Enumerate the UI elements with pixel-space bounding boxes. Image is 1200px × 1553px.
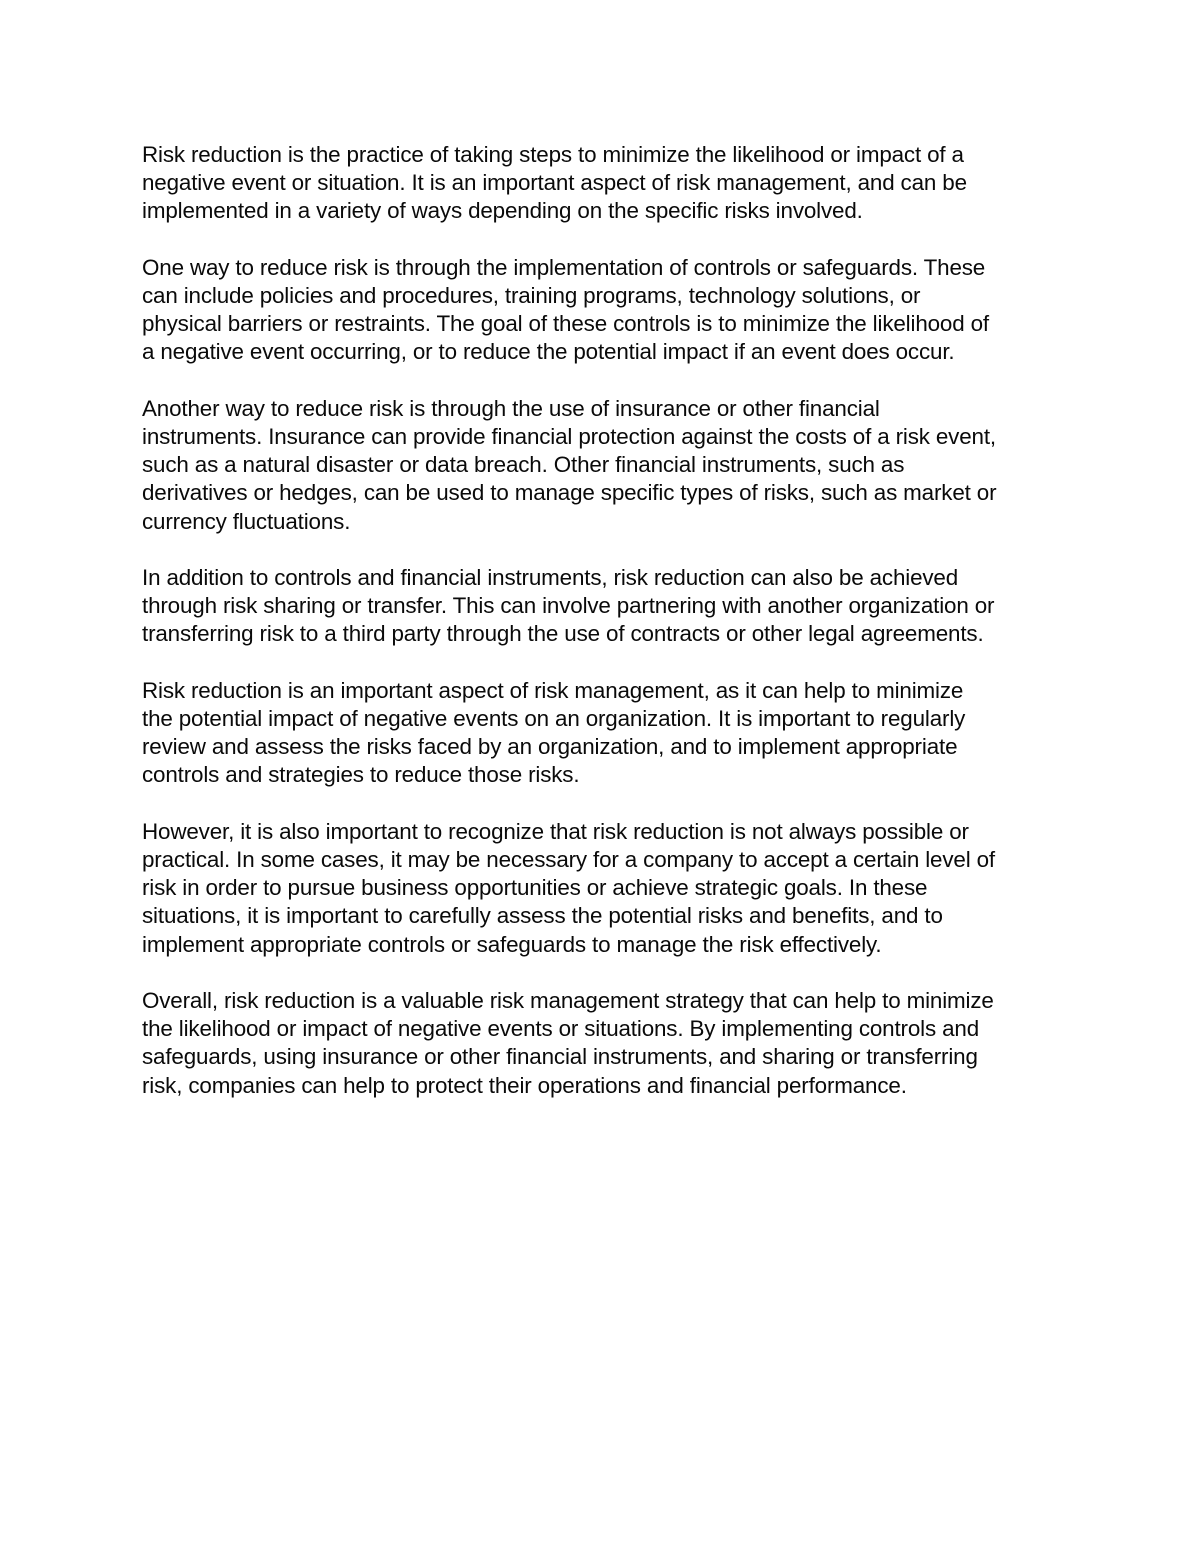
paragraph-6: However, it is also important to recognize that risk reduction is not always possible or practical. In some cases, it may be necessary for a company to accept a certain level of risk in order to pursue business opportunities or achieve strategic goals. In these situations, it is important to carefully assess the potential risks and benefits, and to implement appropriate controls or safeguards to manage the risk effectively. bbox=[142, 818, 995, 957]
document-body bbox=[142, 141, 1062, 1128]
paragraph-5: Risk reduction is an important aspect of risk management, as it can help to minimize the potential impact of negative events on an organization. It is important to regularly review and assess the risks faced by an organization, and to implement appropriate controls and strategies to reduce those risks. bbox=[142, 677, 966, 788]
paragraph-4: In addition to controls and financial instruments, risk reduction can also be achieved through risk sharing or transfer. This can involve partnering with another organization or transferring risk to a third party through the use of contracts or other legal agreements. bbox=[142, 565, 995, 647]
paragraph-2: One way to reduce risk is through the implementation of controls or safeguards. These can include policies and procedures, training programs, technology solutions, or physical barriers or restraints. The goal of these controls is to minimize the likelihood of a negative event occurring, or to reduce the potential impact if an event does occur. bbox=[142, 254, 989, 365]
paragraph-3: Another way to reduce risk is through the use of insurance or other financial instruments. Insurance can provide financial protection against the costs of a risk event, such as a natural disaster or data breach. Other financial instruments, such as derivatives or hedges, can be used to manage specific types of risks, such as market or currency fluctuations. bbox=[142, 395, 997, 534]
paragraph-1: Risk reduction is the practice of taking steps to minimize the likelihood or impact of a negative event or situation. It is an important aspect of risk management, and can be implemented in a variety of ways depending on the specific risks involved. bbox=[142, 142, 967, 224]
paragraph-7: Overall, risk reduction is a valuable risk management strategy that can help to minimize the likelihood or impact of negative events or situations. By implementing controls and safeguards, using insurance or other financial instruments, and sharing or transferring risk, companies can help to protect their operations and financial performance. bbox=[142, 988, 994, 1098]
